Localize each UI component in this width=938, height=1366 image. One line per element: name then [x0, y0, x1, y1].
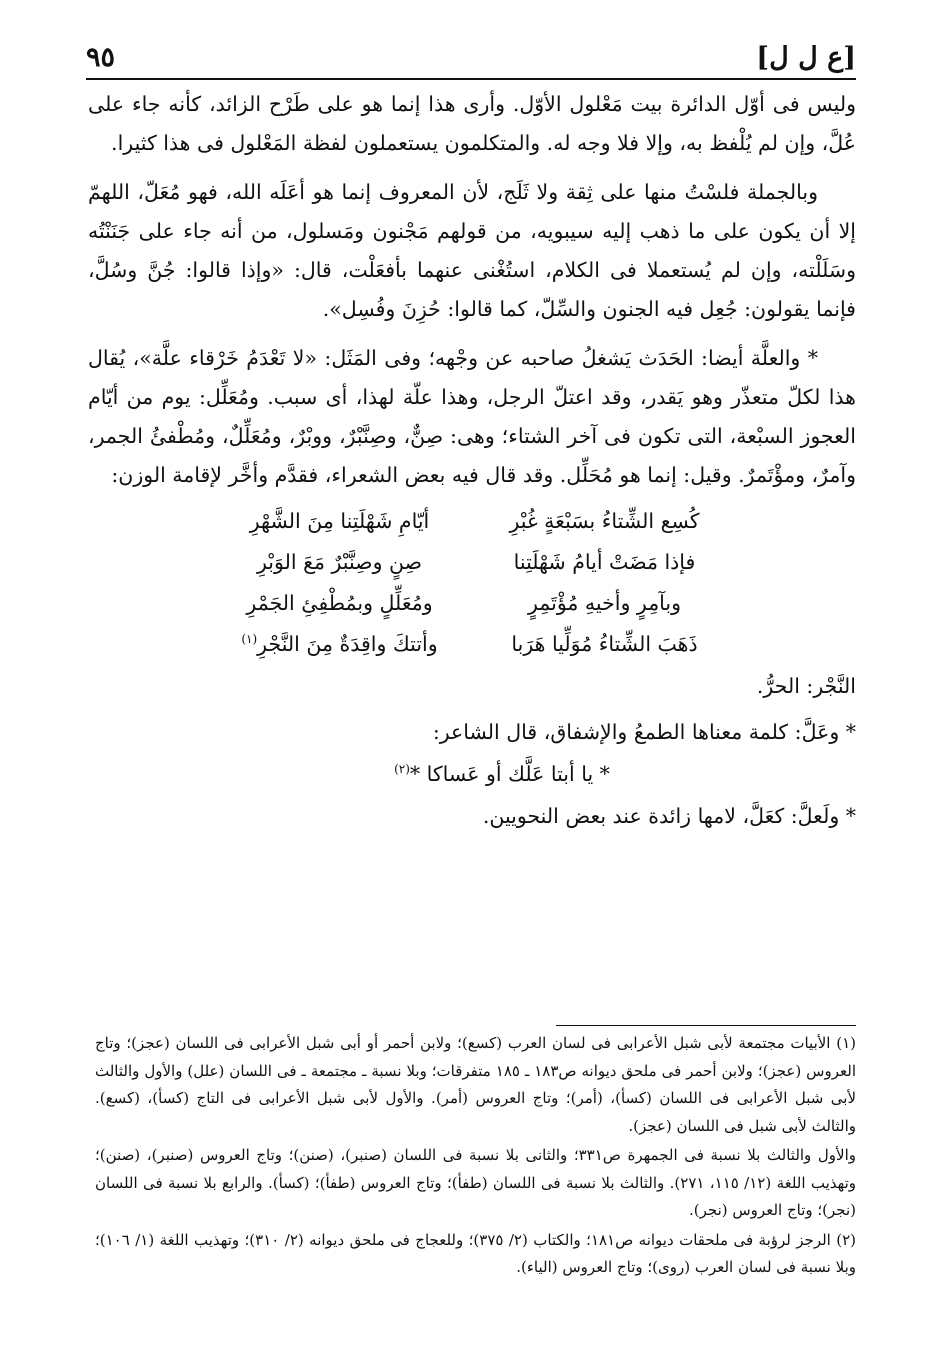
poem-verses	[237, 501, 707, 665]
verse-second-hemistich: ومُعَلِّلٍ وبمُطْفِئِ الجَمْرِ	[246, 591, 433, 615]
footnote-mark: (١)	[241, 632, 258, 647]
page-header	[86, 40, 856, 80]
footnote-2: (٢) الرجز لرؤبة فى ملحقات ديوانه ص١٨١؛ والكتاب (٢/ ٣٧٥)؛ وللعجاج فى ملحق ديوانه (٢/ ٣١٠)؛ وتهذيب اللغة (١/ ١٠٦)؛ وبلا نسبة فى لسان العرب (روى)؛ وتاج العروس (الياء).	[95, 1230, 857, 1276]
root-label: [ع ل ل]	[756, 42, 856, 73]
quoted-verse	[88, 753, 856, 795]
najr-gloss: النَّجْر: الحرُّ.	[756, 674, 856, 698]
footnote-mark: (٢)	[394, 762, 410, 777]
verse-second-hemistich: أيّامِ شَهْلَتِنا مِنَ الشَّهْرِ	[249, 509, 430, 533]
verse-first-hemistich: كُسِع الشِّتاءُ بسَبْعَةٍ غُبْرِ	[509, 509, 700, 533]
laalla-entry: * ولَعلَّ: كعَلَّ، لامها زائدة عند بعض النحويين.	[482, 804, 856, 828]
verse-first-hemistich: وبآمِرٍ وأخيهِ مُؤْتَمِرٍ	[527, 591, 682, 615]
alla-entry: * وعَلَّ: كلمة معناها الطمعُ والإشفاق، قال الشاعر:	[432, 720, 856, 744]
footnote-rule	[556, 1025, 856, 1026]
footnote-1-continued: والأول والثالث بلا نسبة فى الجمهرة ص٣٣١؛ والثانى بلا نسبة فى اللسان (صنبر)، (صنن)؛ وتاج العروس (صنبر)، (صنن)؛ وتهذيب اللغة (١٢/ ١١٥، ٢٧١). والثالث بلا نسبة فى اللسان (طفأ)؛ وتاج العروس (طفأ)؛ (كسأ). والرابع بلا نسبة فى اللسان (نجر)؛ وتاج العروس (نجر).	[95, 1146, 857, 1219]
verse-first-hemistich: فإذا مَضَتْ أيامُ شَهْلَتِنا	[513, 550, 696, 574]
header-rule	[86, 78, 856, 80]
paragraph-1: وليس فى أوّل الدائرة بيت مَعْلول الأوّل. وأرى هذا إنما هو على طَرْح الزائد، كأنه جاء على عُلَّ، وإن لم يُلْفظ به، وإلا فلا وجه له. والمتكلمون يستعملون لفظة المَعْلول فى هذا كثيرا.	[88, 92, 856, 155]
main-text	[88, 85, 856, 837]
verse-row	[237, 583, 707, 624]
verse-text: وأتتكَ واقِدَةٌ مِنَ النَّجْرِ	[257, 632, 438, 656]
verse-second-hemistich: صِنٍ وصِنَّبْرٌ مَعَ الوَبْرِ	[257, 550, 422, 574]
verse-first-hemistich: ذَهَبَ الشِّتاءُ مُوَلِّيا هَرَبا	[511, 632, 698, 656]
verse-row	[237, 624, 707, 665]
page-number: ٩٥	[86, 42, 116, 73]
footnote-1: (١) الأبيات مجتمعة لأبى شبل الأعرابى فى لسان العرب (كسع)؛ ولابن أحمر أو أبى شبل الأعرابى فى اللسان (عجز)؛ وتاج العروس (عجز)؛ ولابن أحمر فى ملحق ديوانه ص١٨٣ ـ ١٨٥ متفرقات؛ وبلا نسبة ـ مجتمعة ـ فى اللسان (علل) والأول والثالث لأبى شبل الأعرابى فى اللسان (كسأ)، (أمر)؛ وتاج العروس (أمر). والأول لأبى شبل الأعرابى فى التاج (كسأ)، (كسع). والثالث لأبى شبل فى اللسان (عجز).	[95, 1034, 856, 1135]
footnotes	[95, 1030, 856, 1282]
paragraph-3: * والعلَّة أيضا: الحَدَث يَشغلُ صاحبه عن وجْهه؛ وفى المَثَل: «لا تَعْدَمُ خَرْقاء علَّة»، يُقال هذا لكلّ متعذّر وهو يَقدر، وقد اعتلّ الرجل، وهذا علّة لهذا، أى سبب. ومُعَلِّل: يوم من أيّام العجوز السبْعة، التى تكون فى آخر الشتاء؛ وهى: صِنٌّ، وصِنَّبْرٌ، ووبْرٌ، ومُعَلِّلٌ، ومُطْفئُ الجمر، وآمرٌ، ومؤْتَمرٌ. وقيل: إنما هو مُحَلِّل. وقد قال فيه بعض الشعراء، فقدَّم وأخَّر لإقامة الوزن:	[88, 346, 856, 487]
verse-row	[237, 501, 707, 542]
paragraph-2: وبالجملة فلسْتُ منها على ثِقة ولا ثَلَج، لأن المعروف إنما هو أعَلَه الله، فهو مُعَلّ، اللهمّ إلا أن يكون على ما ذهب إليه سيبويه، من قولهم مَجْنون ومَسلول، من أنه جاء على جَنَنْتُه وسَلَلْته، وإن لم يُستعملا فى الكلام، استُغْنى عنهما بأفعَلْت، قال: «وإذا قالوا: جُنَّ وسُلَّ، فإنما يقولون: جُعِل فيه الجنون والسِّلّ، كما قالوا: حُزِنَ وفُسِل».	[88, 180, 856, 321]
verse-second-hemistich	[237, 624, 442, 665]
verse-row	[237, 542, 707, 583]
quote-text: * يا أبتا عَلَّك أو عَساكا *	[409, 762, 610, 786]
